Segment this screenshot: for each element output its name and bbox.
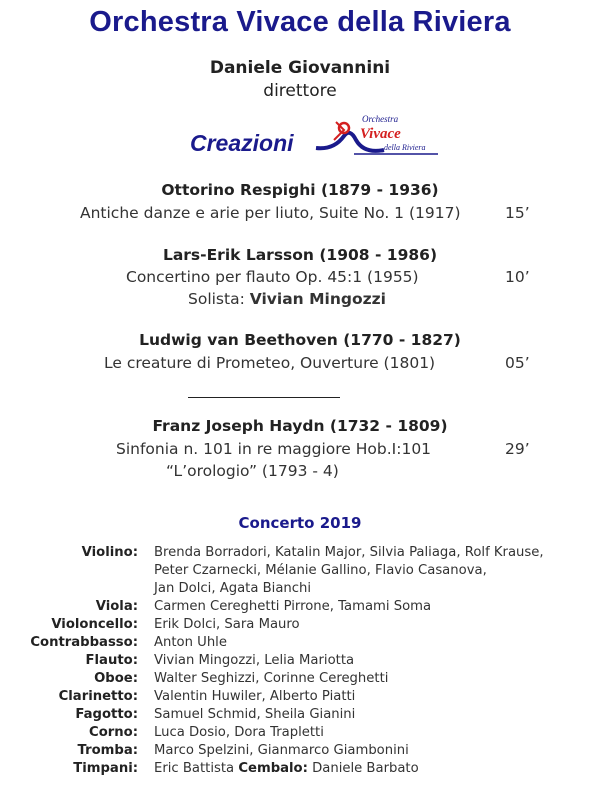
player-names: Erik Dolci, Sara Mauro — [154, 617, 300, 632]
roster-row — [0, 688, 600, 706]
player-names: Samuel Schmid, Sheila Gianini — [154, 707, 356, 722]
instrument-label: Clarinetto: — [58, 689, 138, 704]
player-line: Jan Dolci, Agata Bianchi — [154, 581, 312, 596]
player-names: Valentin Huwiler, Alberto Piatti — [154, 689, 356, 704]
composer-beethoven: Ludwig van Beethoven (1770 - 1827) — [139, 331, 461, 349]
divider — [188, 397, 340, 398]
roster-row — [0, 544, 600, 598]
work-beethoven: Le creature di Prometeo, Ouverture (1801) — [104, 354, 436, 372]
instrument-label: Violino: — [81, 545, 138, 560]
composer-larsson: Lars-Erik Larsson (1908 - 1986) — [162, 246, 438, 264]
logo-line1: Orchestra — [362, 114, 399, 124]
instrument-label: Viola: — [95, 599, 138, 614]
duration-beethoven: 05’ — [505, 354, 530, 372]
player-names: Carmen Cereghetti Pirrone, Tamami Soma — [154, 599, 432, 614]
roster-row — [0, 616, 600, 634]
instrument-label: Contrabbasso: — [30, 635, 138, 650]
player-names: Luca Dosio, Dora Trapletti — [154, 725, 324, 740]
section-title: Creazioni — [190, 130, 294, 156]
work-respighi: Antiche danze e arie per liuto, Suite No. 1 (1917) — [80, 204, 461, 222]
concert-title: Concerto 2019 — [238, 514, 362, 532]
cembalo-label: Cembalo: — [238, 761, 308, 776]
orchestra-title: Orchestra Vivace della Riviera — [89, 6, 511, 38]
composer-respighi: Ottorino Respighi (1879 - 1936) — [161, 181, 439, 199]
roster-row — [0, 598, 600, 616]
composer-haydn: Franz Joseph Haydn (1732 - 1809) — [152, 417, 448, 435]
soloist-label: Solista: — [188, 290, 245, 308]
soloist-line — [188, 290, 386, 308]
player-names — [154, 760, 574, 778]
instrument-label: Oboe: — [94, 671, 138, 686]
player-line: Peter Czarnecki, Mélanie Gallino, Flavio Casanova, — [154, 563, 487, 578]
roster-row — [0, 652, 600, 670]
instrument-label: Corno: — [89, 725, 138, 740]
instrument-label: Timpani: — [73, 761, 138, 776]
duration-haydn: 29’ — [505, 440, 530, 458]
roster-row — [0, 742, 600, 760]
roster-row — [0, 706, 600, 724]
conductor-role: direttore — [263, 81, 337, 101]
player-names — [154, 544, 574, 598]
player-names: Vivian Mingozzi, Lelia Mariotta — [154, 653, 355, 668]
orchestra-logo — [314, 110, 440, 160]
duration-respighi: 15’ — [505, 204, 530, 222]
instrument-label: Fagotto: — [75, 707, 138, 722]
soloist-name: Vivian Mingozzi — [249, 290, 386, 308]
orchestra-roster — [0, 544, 600, 778]
logo-line2: Vivace — [360, 126, 401, 142]
instrument-label: Tromba: — [77, 743, 138, 758]
player-names: Walter Seghizzi, Corinne Cereghetti — [154, 671, 389, 686]
roster-row — [0, 724, 600, 742]
work-haydn-subtitle: “L’orologio” (1793 - 4) — [166, 462, 339, 480]
player-names: Anton Uhle — [154, 635, 227, 650]
player-line: Eric Battista — [154, 761, 235, 776]
player-line: Brenda Borradori, Katalin Major, Silvia Paliaga, Rolf Krause, — [154, 545, 544, 560]
roster-row — [0, 634, 600, 652]
player-names: Marco Spelzini, Gianmarco Giambonini — [154, 743, 409, 758]
work-larsson: Concertino per flauto Op. 45:1 (1955) — [126, 268, 419, 286]
duration-larsson: 10’ — [505, 268, 530, 286]
logo-head — [339, 123, 349, 133]
work-haydn: Sinfonia n. 101 in re maggiore Hob.I:101 — [116, 440, 432, 458]
instrument-label: Violoncello: — [51, 617, 138, 632]
roster-row — [0, 670, 600, 688]
roster-row — [0, 760, 600, 778]
instrument-label: Flauto: — [85, 653, 138, 668]
logo-line3: della Riviera — [384, 143, 426, 152]
conductor-name: Daniele Giovannini — [209, 58, 391, 78]
cembalo-name: Daniele Barbato — [312, 761, 419, 776]
